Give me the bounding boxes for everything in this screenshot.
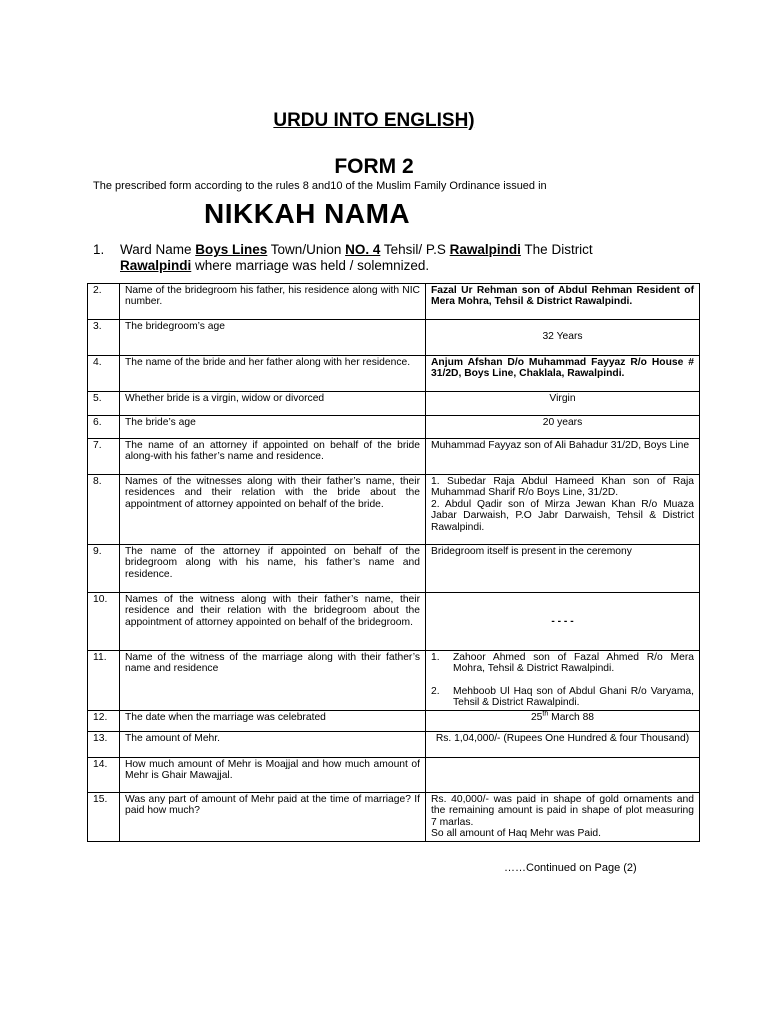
- row-number: 11.: [88, 651, 120, 711]
- row-question: The name of the attorney if appointed on behalf of the bridegroom along with his name, his father’s name and residence.: [120, 545, 426, 593]
- document-title: NIKKAH NAMA: [204, 198, 411, 229]
- row-question: Whether bride is a virgin, widow or divorced: [120, 392, 426, 416]
- row-question: The date when the marriage was celebrated: [120, 711, 426, 732]
- row-answer: [426, 651, 700, 711]
- row-number: 9.: [88, 545, 120, 593]
- answer-line-1: 1. Subedar Raja Abdul Hameed Khan son of Raja Muhammad Sharif R/o Boys Line, 31/2D.: [431, 476, 694, 499]
- row-number: 8.: [88, 475, 120, 545]
- row-answer: - - - -: [426, 593, 700, 651]
- ward-number: 1.: [93, 242, 105, 257]
- row-number: 13.: [88, 732, 120, 758]
- marriage-date-suffix: th: [542, 710, 549, 718]
- table-row: [88, 793, 700, 842]
- continued-note: ……Continued on Page (2): [504, 862, 637, 874]
- district-label: The District: [520, 242, 593, 257]
- row-question: Names of the witness along with their father’s name, their residence and their relation with the bridegroom about the appointment of attorney appointed on behalf of the bridegroom.: [120, 593, 426, 651]
- table-row: [88, 593, 700, 651]
- union-label: Town/Union: [267, 242, 346, 257]
- row-answer: Bridegroom itself is present in the ceremony: [426, 545, 700, 593]
- row-number: 3.: [88, 320, 120, 356]
- table-row: [88, 284, 700, 320]
- row-number: 5.: [88, 392, 120, 416]
- table-row: [88, 356, 700, 392]
- table-row: [88, 475, 700, 545]
- row-number: 15.: [88, 793, 120, 842]
- table-row: [88, 439, 700, 475]
- heading-form-2: FORM 2: [334, 155, 414, 178]
- row-question: Names of the witnesses along with their father’s name, their residences and their relation with the bride about the appointment of attorney appointed on behalf of the bride.: [120, 475, 426, 545]
- row-answer: Muhammad Fayyaz son of Ali Bahadur 31/2D, Boys Line: [426, 439, 700, 475]
- row-answer: [426, 758, 700, 793]
- district-name: Rawalpindi: [120, 258, 192, 273]
- table-row: [88, 392, 700, 416]
- table-row: [88, 416, 700, 439]
- row-answer: 20 years: [426, 416, 700, 439]
- table-row: [88, 651, 700, 711]
- row-question: Was any part of amount of Mehr paid at the time of marriage? If paid how much?: [120, 793, 426, 842]
- table-row: [88, 545, 700, 593]
- row-number: 2.: [88, 284, 120, 320]
- row-answer: Anjum Afshan D/o Muhammad Fayyaz R/o House # 31/2D, Boys Line, Chaklala, Rawalpindi.: [426, 356, 700, 392]
- marriage-date-day: 25: [530, 712, 543, 723]
- row-question: Name of the bridegroom his father, his residence along with NIC number.: [120, 284, 426, 320]
- row-answer: Rs. 1,04,000/- (Rupees One Hundred & four Thousand): [426, 732, 700, 758]
- row-number: 7.: [88, 439, 120, 475]
- answer-line-1: Rs. 40,000/- was paid in shape of gold ornaments and the remaining amount is paid in shape of plot measuring 7 marlas.: [431, 794, 694, 828]
- table-row: [88, 732, 700, 758]
- ward-name: Boys Lines: [195, 242, 268, 257]
- witness-1: Zahoor Ahmed son of Fazal Ahmed R/o Mera Mohra, Tehsil & District Rawalpindi.: [453, 652, 694, 675]
- witness-number: 1.: [431, 652, 440, 663]
- row-question: The name of the bride and her father along with her residence.: [120, 356, 426, 392]
- row-question: How much amount of Mehr is Moajjal and how much amount of Mehr is Ghair Mawajjal.: [120, 758, 426, 793]
- row-number: 12.: [88, 711, 120, 732]
- row-answer: [426, 793, 700, 842]
- ward-details: [93, 242, 673, 274]
- tehsil-name: Rawalpindi: [449, 242, 521, 257]
- table-row: [88, 320, 700, 356]
- row-number: 10.: [88, 593, 120, 651]
- row-number: 6.: [88, 416, 120, 439]
- witness-number: 2.: [431, 685, 440, 697]
- nikkah-form-table: [87, 283, 700, 842]
- row-answer: Virgin: [426, 392, 700, 416]
- witness-2: Mehboob Ul Haq son of Abdul Ghani R/o Varyama, Tehsil & District Rawalpindi.: [453, 685, 694, 709]
- union-number: NO. 4: [345, 242, 381, 257]
- ward-label: Ward Name: [120, 242, 196, 257]
- marriage-date-rest: March 88: [548, 712, 595, 723]
- tehsil-label: Tehsil/ P.S: [380, 242, 450, 257]
- row-question: The amount of Mehr.: [120, 732, 426, 758]
- heading-urdu-into-english: URDU INTO ENGLISH): [273, 110, 475, 131]
- table-row: [88, 711, 700, 732]
- answer-line-2: 2. Abdul Qadir son of Mirza Jewan Khan R/o Muaza Jabar Darwaish, P.O Jabr Darwaish, Tehsil & District Rawalpindi.: [431, 498, 694, 533]
- row-answer: [426, 475, 700, 545]
- row-question: The name of an attorney if appointed on behalf of the bride along-with his father’s name and residence.: [120, 439, 426, 475]
- row-question: The bride’s age: [120, 416, 426, 439]
- row-answer: Fazal Ur Rehman son of Abdul Rehman Resident of Mera Mohra, Tehsil & District Rawalpindi.: [426, 284, 700, 320]
- row-answer: [426, 711, 700, 732]
- row-question: Name of the witness of the marriage along with their father’s name and residence: [120, 651, 426, 711]
- table-row: [88, 758, 700, 793]
- row-question: The bridegroom’s age: [120, 320, 426, 356]
- row-number: 14.: [88, 758, 120, 793]
- row-answer: 32 Years: [426, 320, 700, 356]
- form-subtitle: The prescribed form according to the rules 8 and10 of the Muslim Family Ordinance issued in: [93, 180, 547, 192]
- ward-suffix: where marriage was held / solemnized.: [191, 258, 430, 273]
- row-number: 4.: [88, 356, 120, 392]
- answer-line-2: So all amount of Haq Mehr was Paid.: [431, 828, 601, 840]
